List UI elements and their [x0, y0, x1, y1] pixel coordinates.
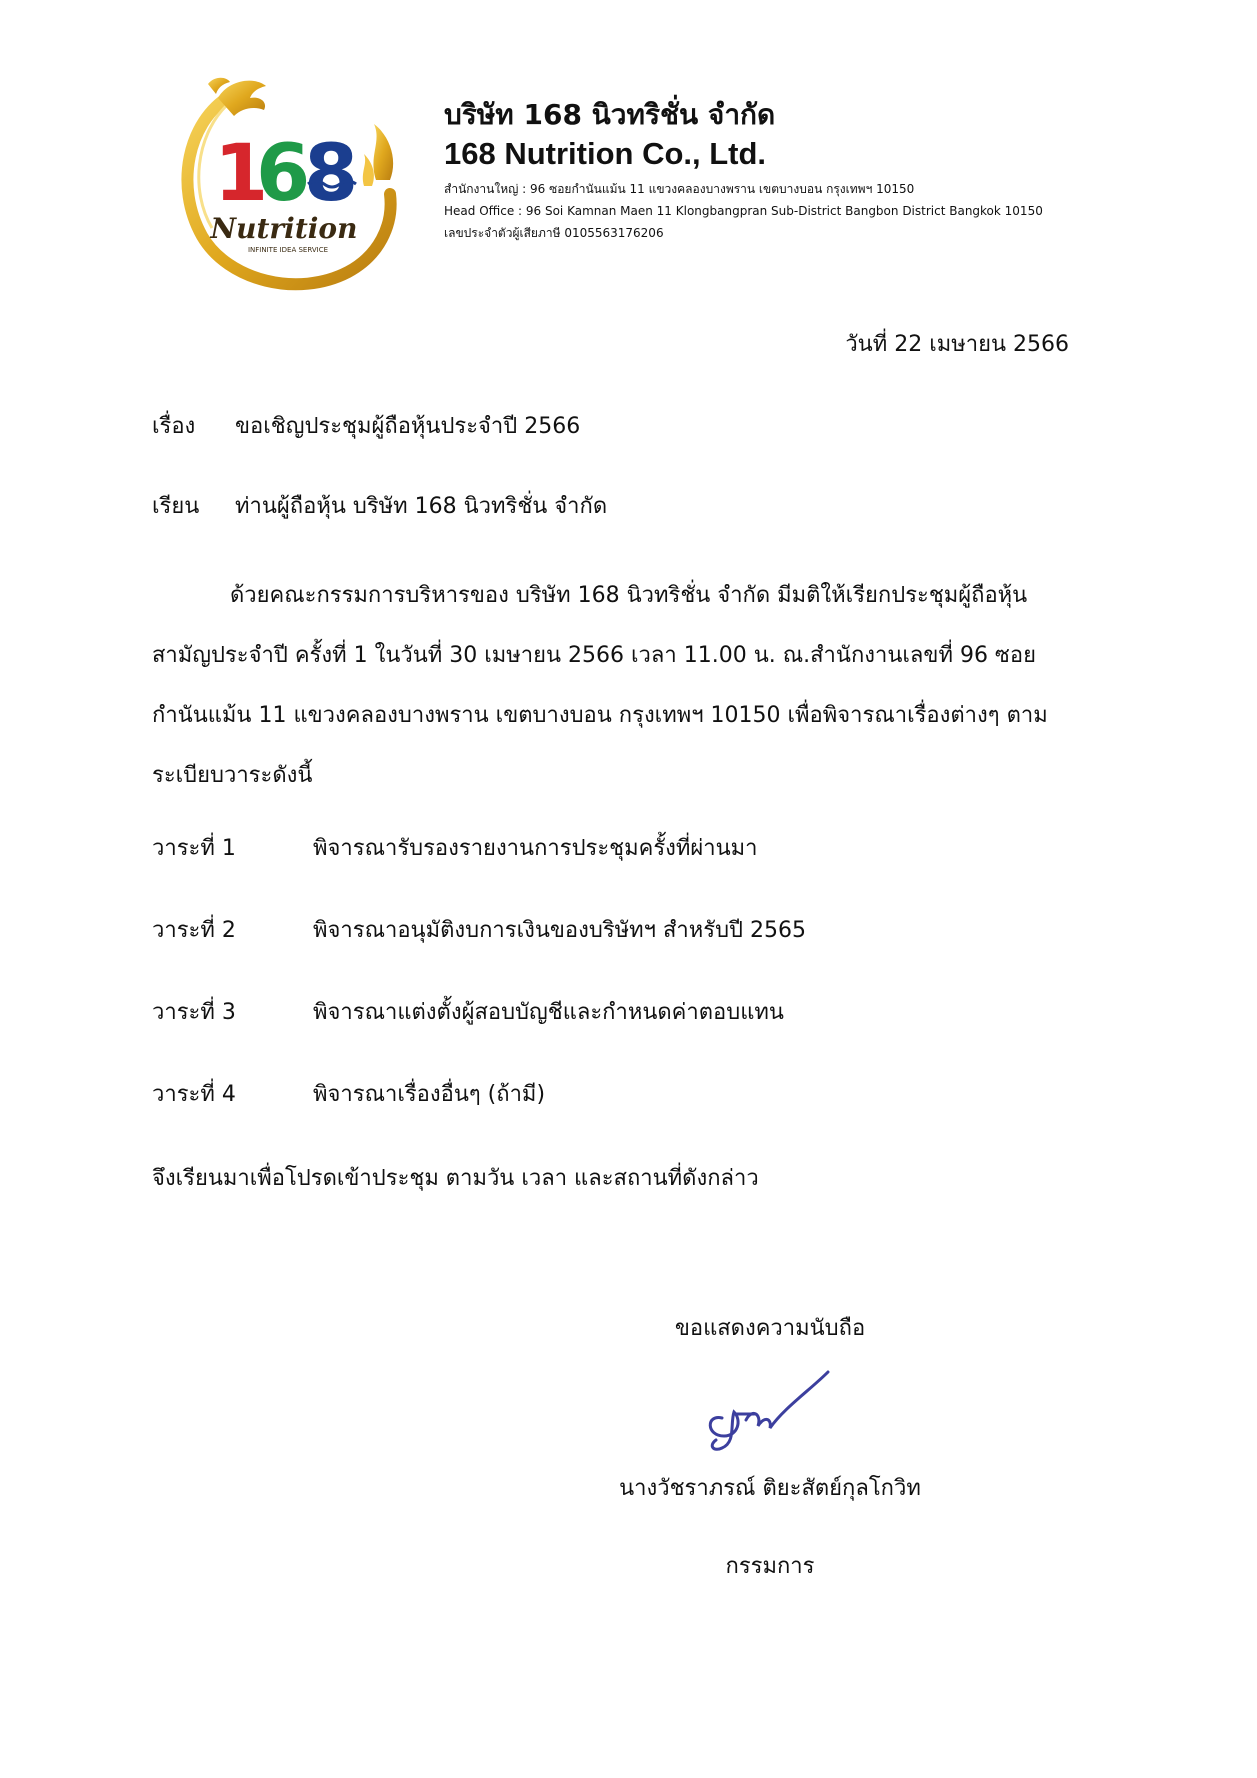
company-name-th: บริษัท 168 นิวทริชั่น จำกัด	[444, 98, 776, 131]
logo-word: Nutrition	[210, 212, 358, 245]
subject-label: เรื่อง	[152, 414, 196, 439]
company-logo	[168, 76, 400, 302]
subject-text: ขอเชิญประชุมผู้ถือหุ้นประจำปี 2566	[235, 414, 581, 439]
letter-body	[152, 566, 1102, 806]
signer-title: กรรมการ	[725, 1554, 815, 1579]
address-th: สำนักงานใหญ่ : 96 ซอยกำนันแม้น 11 แขวงคลองบางพราน เขตบางบอน กรุงเทพฯ 10150	[444, 182, 915, 196]
body-line: ด้วยคณะกรรมการบริหารของ บริษัท 168 นิวทริชั่น จำกัด มีมติให้เรียกประชุมผู้ถือหุ้น	[230, 583, 1028, 608]
body-line: สามัญประจำปี ครั้งที่ 1 ในวันที่ 30 เมษายน 2566 เวลา 11.00 น. ณ.สำนักงานเลขที่ 96 ซอย	[152, 643, 1036, 668]
agenda-text: พิจารณาแต่งตั้งผู้สอบบัญชีและกำหนดค่าตอบแทน	[313, 1000, 784, 1025]
body-line: กำนันแม้น 11 แขวงคลองบางพราน เขตบางบอน กรุงเทพฯ 10150 เพื่อพิจารณาเรื่องต่างๆ ตาม	[152, 703, 1048, 728]
recipient-text: ท่านผู้ถือหุ้น บริษัท 168 นิวทริชั่น จำกัด	[235, 494, 608, 519]
tax-id: เลขประจำตัวผู้เสียภาษี 0105563176206	[444, 226, 664, 240]
recipient-row	[152, 488, 607, 523]
agenda-label: วาระที่ 2	[152, 918, 236, 943]
regards: ขอแสดงความนับถือ	[674, 1316, 866, 1341]
agenda-label: วาระที่ 4	[152, 1082, 236, 1107]
recipient-label: เรียน	[152, 494, 200, 519]
agenda-label: วาระที่ 1	[152, 836, 236, 861]
agenda-item	[152, 830, 758, 865]
company-name-en: 168 Nutrition Co., Ltd.	[444, 136, 767, 171]
logo-tagline: INFINITE IDEA SERVICE	[247, 246, 329, 254]
body-line: ระเบียบวาระดังนี้	[152, 763, 313, 788]
svg-text:1: 1	[214, 129, 269, 219]
agenda-item	[152, 912, 806, 947]
signer-name: นางวัชราภรณ์ ติยะสัตย์กุลโกวิท	[619, 1476, 921, 1501]
address-en: Head Office : 96 Soi Kamnan Maen 11 Klongbangpran Sub-District Bangbon District Bangkok 10150	[444, 204, 1043, 218]
subject-row	[152, 408, 580, 443]
agenda-text: พิจารณาเรื่องอื่นๆ (ถ้ามี)	[313, 1082, 546, 1107]
agenda-item	[152, 994, 784, 1029]
svg-text:8: 8	[304, 129, 359, 219]
closing-sentence: จึงเรียนมาเพื่อโปรดเข้าประชุม ตามวัน เวลา และสถานที่ดังกล่าว	[152, 1166, 759, 1191]
svg-text:6: 6	[256, 129, 311, 219]
agenda-item	[152, 1076, 545, 1111]
agenda-label: วาระที่ 3	[152, 1000, 236, 1025]
agenda-text: พิจารณารับรองรายงานการประชุมครั้งที่ผ่านมา	[313, 836, 758, 861]
letter-date: วันที่ 22 เมษายน 2566	[845, 332, 1069, 357]
company-header	[444, 96, 1204, 244]
agenda-text: พิจารณาอนุมัติงบการเงินของบริษัทฯ สำหรับปี 2565	[313, 918, 807, 943]
signature	[700, 1360, 840, 1460]
